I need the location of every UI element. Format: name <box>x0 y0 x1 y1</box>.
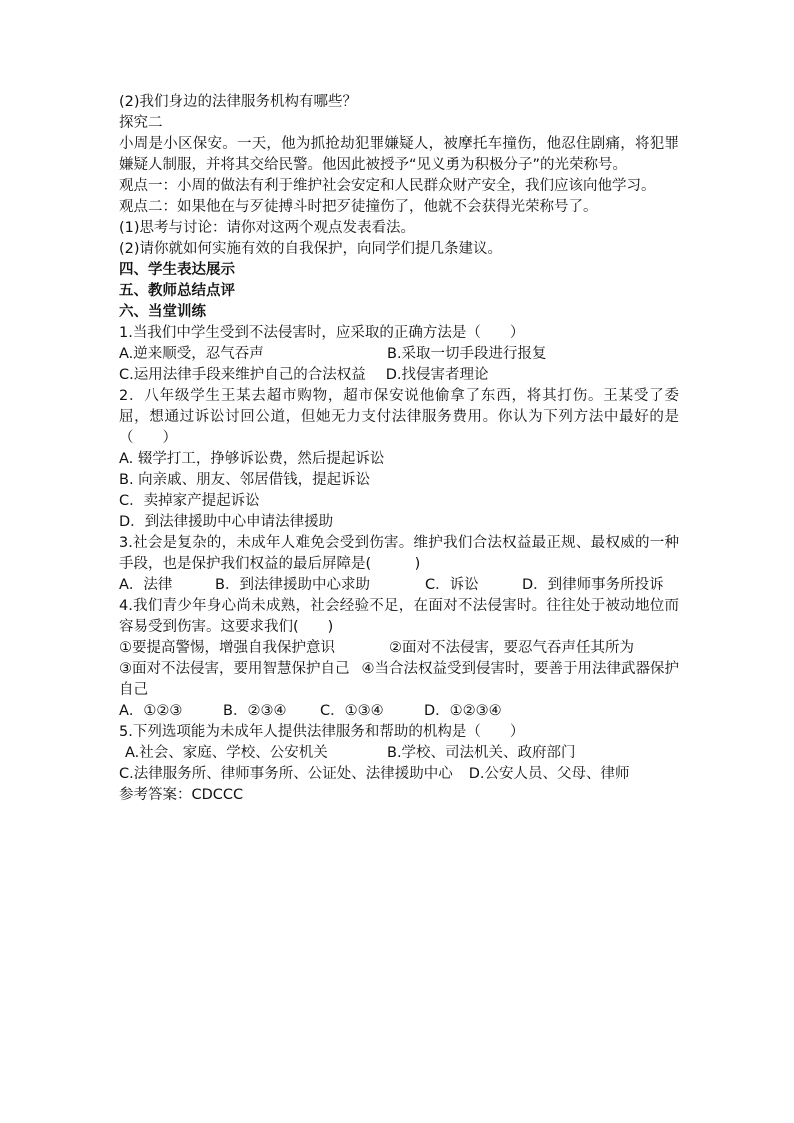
q4-option-a: A．①②③ <box>119 703 183 719</box>
task-1: (1)思考与讨论：请你对这两个观点发表看法。 <box>119 220 416 236</box>
q4-statements-row-1 <box>119 638 679 659</box>
q4-statement-2: ②面对不法侵害，要忍气吞声任其所为 <box>389 640 634 656</box>
q3-option-a: A．法律 <box>119 577 173 593</box>
task-2: (2)请你就如何实施有效的自我保护，向同学们提几条建议。 <box>119 241 503 257</box>
q5-option-a: A.社会、家庭、学校、公安机关 <box>125 745 328 761</box>
q1-options-row-2 <box>119 365 679 386</box>
q3-option-c: C．诉讼 <box>425 577 479 593</box>
q1-option-d: D.找侵害者理论 <box>385 367 489 383</box>
section-heading-6: 六、当堂训练 <box>119 304 206 320</box>
question-part-2: (2)我们身边的法律服务机构有哪些？ <box>119 94 358 110</box>
q3-option-b: B．到法律援助中心求助 <box>215 577 370 593</box>
q5-stem: 5.下列选项能为未成年人提供法律服务和帮助的机构是（ ） <box>119 724 525 740</box>
q4-option-d: D．①②③④ <box>424 703 502 719</box>
q1-options-row-1 <box>119 344 679 365</box>
q2-option-a: A. 辍学打工，挣够诉讼费，然后提起诉讼 <box>119 451 385 467</box>
q4-statement-4: ④当合法权益受到侵害时，要善于用法律武器保护自己 <box>119 661 679 698</box>
q3-option-d: D．到律师事务所投诉 <box>522 577 664 593</box>
q4-option-b: B．②③④ <box>223 703 287 719</box>
q4-statement-3: ③面对不法侵害，要用智慧保护自己 <box>119 661 350 677</box>
q1-stem: 1.当我们中学生受到不法侵害时，应采取的正确方法是（ ） <box>119 325 525 341</box>
q4-stem: 4.我们青少年身心尚未成熟，社会经验不足，在面对不法侵害时。往往处于被动地位而容易受到伤害。这要求我们( ) <box>119 598 679 635</box>
q4-options-row <box>119 701 679 722</box>
q3-options-row <box>119 575 679 596</box>
q2-option-d: D．到法律援助中心申请法律援助 <box>119 514 334 530</box>
q4-statements-row-2 <box>119 659 679 701</box>
viewpoint-2: 观点二：如果他在与歹徒搏斗时把歹徒撞伤了，他就不会获得光荣称号了。 <box>119 199 598 215</box>
q5-option-d: D.公安人员、父母、律师 <box>468 766 630 782</box>
answer-key: 参考答案：CDCCC <box>119 787 244 803</box>
section-heading-5: 五、教师总结点评 <box>119 283 235 299</box>
q5-options-row-2 <box>119 764 679 785</box>
viewpoint-1: 观点一：小周的做法有利于维护社会安定和人民群众财产安全，我们应该向他学习。 <box>119 178 656 194</box>
explore-2-title: 探究二 <box>119 115 163 131</box>
q4-option-c: C．①③④ <box>320 703 384 719</box>
q2-option-c: C．卖掉家产提起诉讼 <box>119 493 260 509</box>
q2-stem: 2．八年级学生王某去超市购物，超市保安说他偷拿了东西，将其打伤。王某受了委屈，想通过诉讼讨回公道，但她无力支付法律服务费用。你认为下列方法中最好的是（ ） <box>119 388 679 446</box>
section-heading-4: 四、学生表达展示 <box>119 262 235 278</box>
q1-option-c: C.运用法律手段来维护自己的合法权益 <box>119 367 366 383</box>
q4-statement-1: ①要提高警惕，增强自我保护意识 <box>119 640 335 656</box>
q2-option-b: B. 向亲戚、朋友、邻居借钱，提起诉讼 <box>119 472 371 488</box>
story-paragraph: 小周是小区保安。一天，他为抓抢劫犯罪嫌疑人，被摩托车撞伤，他忍住剧痛，将犯罪嫌疑人制服，并将其交给民警。他因此被授予“见义勇为积极分子”的光荣称号。 <box>119 136 679 173</box>
document-body <box>119 92 679 806</box>
q1-option-a: A.逆来顺受，忍气吞声 <box>119 346 264 362</box>
q5-option-b: B.学校、司法机关、政府部门 <box>387 745 576 761</box>
q5-option-c: C.法律服务所、律师事务所、公证处、法律援助中心 <box>119 766 453 782</box>
q3-stem: 3.社会是复杂的，未成年人难免会受到伤害。维护我们合法权益最正规、最权威的一种手段，也是保护我们权益的最后屏障是( ) <box>119 535 679 572</box>
q5-options-row-1 <box>119 743 679 764</box>
q1-option-b: B.采取一切手段进行报复 <box>387 346 547 362</box>
